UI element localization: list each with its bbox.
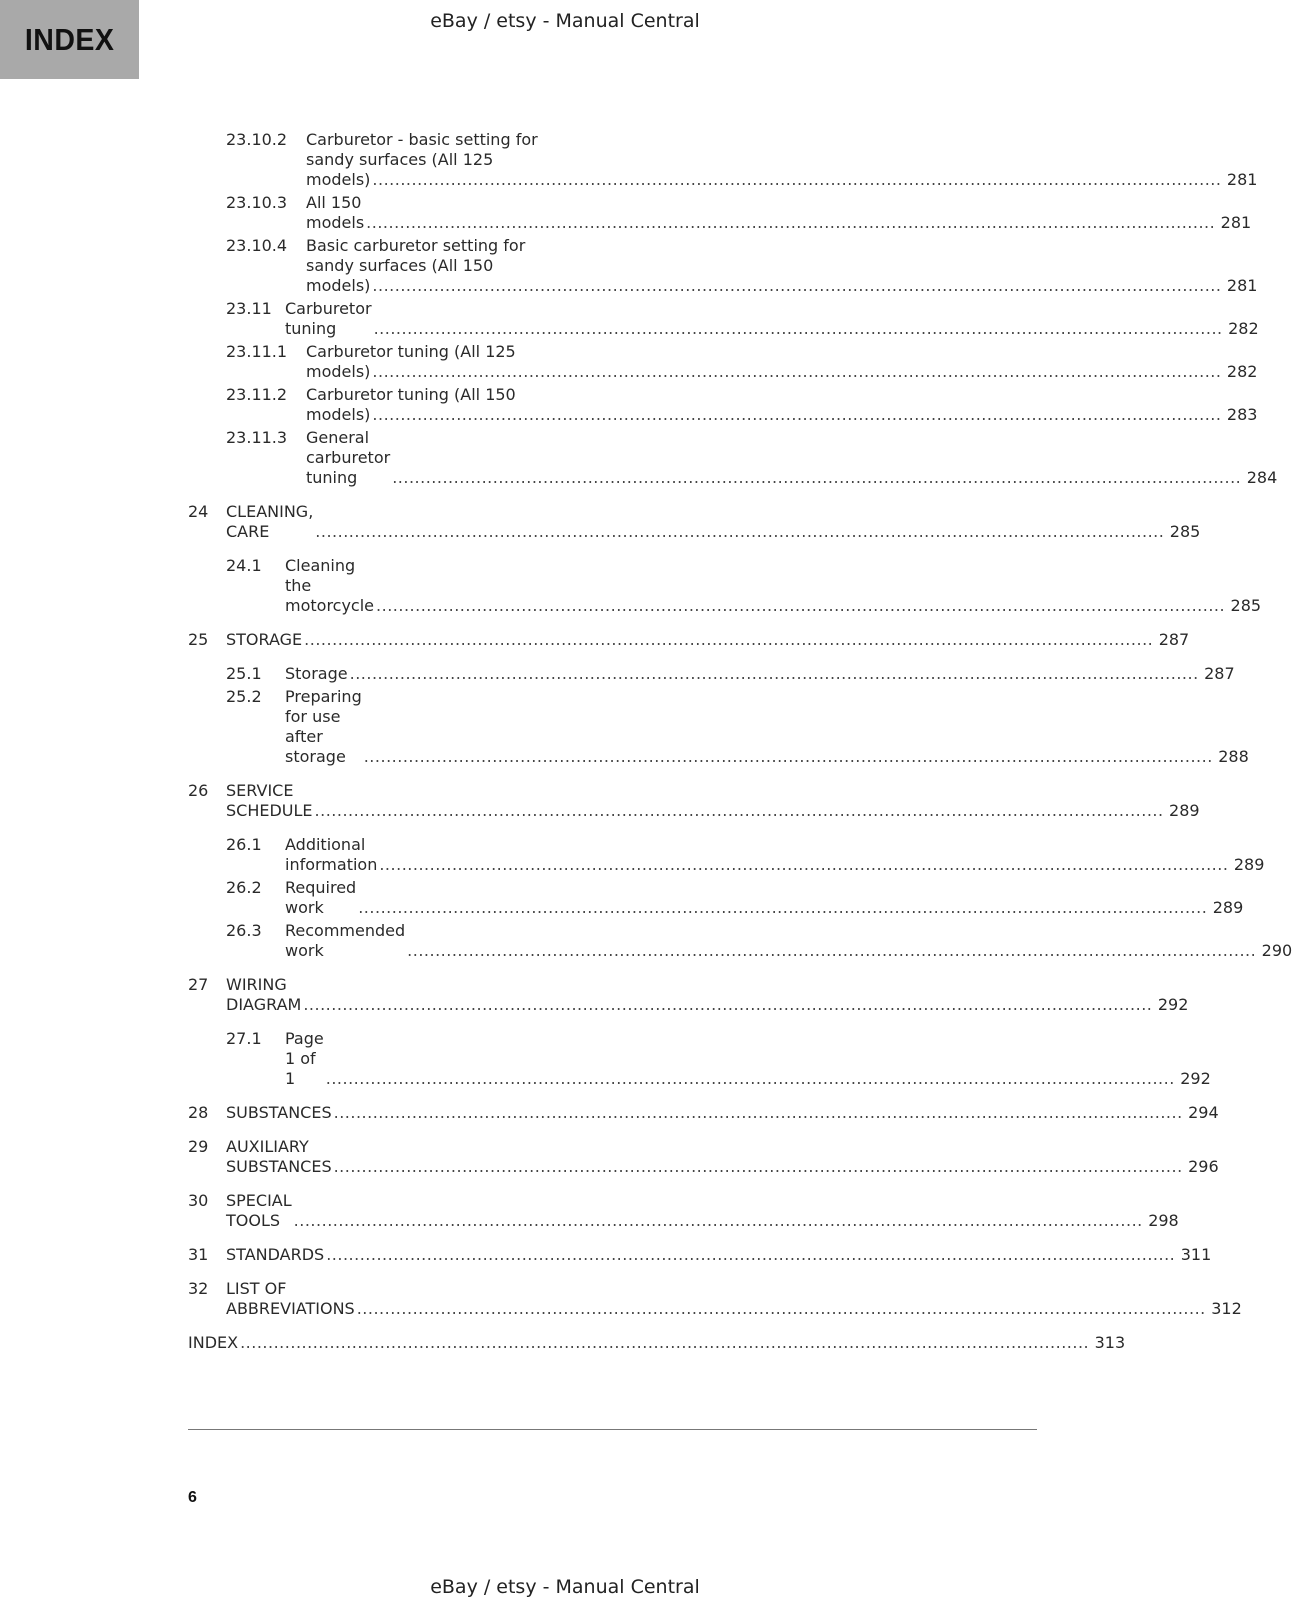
toc-chapter[interactable] [188, 1333, 1126, 1353]
toc-entry-title: General carburetor tuning [306, 428, 391, 487]
toc-chapter[interactable] [188, 975, 1189, 1015]
toc-chapter-number: 28 [188, 1103, 209, 1122]
dot-leader [379, 855, 1228, 875]
toc-chapter[interactable] [188, 1137, 1219, 1177]
toc-entry-number: 23.11.3 [226, 428, 288, 447]
toc-entry[interactable] [188, 878, 1244, 918]
toc-entry-page: 282 [1228, 319, 1259, 338]
toc-entry-number: 26.1 [226, 835, 262, 854]
dot-leader [372, 170, 1221, 190]
toc-entry-title: Storage [285, 664, 348, 683]
dot-leader [374, 319, 1223, 339]
dot-leader [364, 747, 1213, 767]
toc-chapter-page: 294 [1188, 1103, 1219, 1122]
toc-entry[interactable] [188, 921, 1292, 961]
dot-leader [372, 276, 1221, 296]
toc-entry[interactable] [188, 428, 1278, 488]
toc-chapter-number: 27 [188, 975, 209, 994]
toc-entry[interactable] [188, 130, 1258, 190]
toc-entry-page: 283 [1226, 405, 1258, 424]
toc-chapter-number: 32 [188, 1279, 209, 1298]
toc-entry-number: 25.2 [226, 687, 262, 706]
toc-entry-number: 24.1 [226, 556, 262, 575]
toc-entry-title: All 150 models [306, 193, 365, 232]
table-of-contents [188, 130, 1292, 1353]
toc-chapter-page: 298 [1148, 1211, 1179, 1230]
footer-rule [188, 1429, 1037, 1430]
toc-entry-title: Carburetor tuning (All 150 [306, 385, 516, 404]
footer-watermark: eBay / etsy - Manual Central [430, 1576, 700, 1598]
toc-chapter-page: 289 [1169, 801, 1200, 820]
toc-entry-page: 281 [1226, 170, 1258, 189]
dot-leader [358, 898, 1207, 918]
toc-chapter-page: 296 [1188, 1157, 1219, 1176]
toc-entry-title-end: models) [306, 276, 371, 295]
dot-leader [350, 664, 1199, 684]
toc-chapter[interactable] [188, 630, 1190, 650]
toc-chapter-page: 285 [1169, 522, 1201, 541]
dot-leader [294, 1211, 1143, 1231]
toc-entry-title: Preparing for use after storage [285, 687, 362, 766]
toc-entry-title-end: models) [306, 362, 371, 381]
dot-leader [357, 1299, 1206, 1319]
toc-chapter-title: INDEX [188, 1333, 239, 1352]
toc-chapter-title: SUBSTANCES [226, 1103, 332, 1122]
toc-entry-page: 292 [1180, 1069, 1211, 1088]
dot-leader [392, 468, 1241, 488]
toc-entry-page: 289 [1212, 898, 1244, 917]
toc-entry-title-end: models) [306, 405, 371, 424]
toc-entry-page: 281 [1220, 213, 1252, 232]
toc-chapter-number: 31 [188, 1245, 209, 1264]
toc-entry-title: Carburetor - basic setting for sandy surfaces (All 125 [306, 130, 538, 169]
toc-entry-title: Recommended work [285, 921, 406, 960]
toc-entry-number: 25.1 [226, 664, 262, 683]
toc-entry-number: 23.10.2 [226, 130, 288, 149]
toc-entry-page: 290 [1261, 941, 1292, 960]
toc-chapter-title: CLEANING, CARE [226, 502, 314, 541]
toc-entry[interactable] [188, 299, 1259, 339]
toc-entry-number: 27.1 [226, 1029, 262, 1048]
toc-chapter-title: STORAGE [226, 630, 303, 649]
dot-leader [366, 213, 1215, 233]
dot-leader [334, 1103, 1183, 1123]
toc-chapter-page: 287 [1158, 630, 1190, 649]
toc-chapter-title: SPECIAL TOOLS [226, 1191, 292, 1230]
toc-entry-number: 23.11 [226, 299, 272, 318]
toc-entry-page: 282 [1226, 362, 1258, 381]
dot-leader [372, 405, 1221, 425]
toc-chapter-page: 312 [1211, 1299, 1242, 1318]
toc-chapter[interactable] [188, 1191, 1179, 1231]
dot-leader [240, 1333, 1089, 1353]
toc-chapter-number: 29 [188, 1137, 209, 1156]
toc-entry-title: Page 1 of 1 [285, 1029, 324, 1088]
toc-chapter-number: 30 [188, 1191, 209, 1210]
toc-chapter-page: 313 [1094, 1333, 1126, 1352]
toc-entry-title: Basic carburetor setting for sandy surfaces (All 150 [306, 236, 526, 275]
toc-entry[interactable] [188, 835, 1265, 875]
toc-entry[interactable] [188, 193, 1252, 233]
dot-leader [304, 630, 1153, 650]
toc-entry-title: Cleaning the motorcycle [285, 556, 375, 615]
dot-leader [303, 995, 1152, 1015]
toc-entry-page: 289 [1233, 855, 1265, 874]
toc-entry[interactable] [188, 687, 1249, 767]
toc-entry-title: Additional information [285, 835, 378, 874]
toc-entry[interactable] [188, 236, 1258, 296]
toc-entry-number: 23.10.3 [226, 193, 288, 212]
dot-leader [326, 1245, 1175, 1265]
toc-entry-title-end: models) [306, 170, 371, 189]
page-number: 6 [188, 1489, 197, 1506]
toc-chapter[interactable] [188, 1103, 1219, 1123]
toc-entry-title: Carburetor tuning [285, 299, 372, 338]
toc-entry-page: 284 [1246, 468, 1278, 487]
header-watermark: eBay / etsy - Manual Central [430, 10, 700, 32]
toc-entry[interactable] [188, 664, 1235, 684]
toc-entry-title: Carburetor tuning (All 125 [306, 342, 516, 361]
dot-leader [315, 801, 1164, 821]
toc-chapter-page: 292 [1157, 995, 1189, 1014]
dot-leader [372, 362, 1221, 382]
toc-chapter-title: SERVICE SCHEDULE [226, 781, 313, 820]
toc-chapter[interactable] [188, 1279, 1242, 1319]
toc-entry-page: 285 [1230, 596, 1262, 615]
toc-entry-page: 288 [1218, 747, 1249, 766]
index-tab-label: INDEX [24, 21, 115, 57]
toc-chapter[interactable] [188, 1245, 1212, 1265]
dot-leader [315, 522, 1164, 542]
dot-leader [376, 596, 1225, 616]
toc-entry-number: 26.3 [226, 921, 262, 940]
toc-chapter-title: LIST OF ABBREVIATIONS [226, 1279, 355, 1318]
toc-entry-title: Required work [285, 878, 357, 917]
toc-entry[interactable] [188, 556, 1262, 616]
toc-entry-number: 23.11.1 [226, 342, 288, 361]
toc-chapter-title: WIRING DIAGRAM [226, 975, 302, 1014]
toc-chapter-number: 26 [188, 781, 209, 800]
toc-chapter-number: 24 [188, 502, 209, 521]
toc-entry[interactable] [188, 342, 1258, 382]
toc-entry[interactable] [188, 1029, 1211, 1089]
toc-chapter[interactable] [188, 781, 1200, 821]
toc-chapter-page: 311 [1180, 1245, 1212, 1264]
toc-chapter[interactable] [188, 502, 1201, 542]
toc-entry-number: 23.11.2 [226, 385, 288, 404]
dot-leader [407, 941, 1256, 961]
toc-entry-page: 287 [1204, 664, 1235, 683]
toc-entry[interactable] [188, 385, 1258, 425]
toc-entry-page: 281 [1226, 276, 1258, 295]
toc-entry-number: 23.10.4 [226, 236, 288, 255]
toc-chapter-title: AUXILIARY SUBSTANCES [226, 1137, 332, 1176]
toc-chapter-title: STANDARDS [226, 1245, 325, 1264]
dot-leader [334, 1157, 1183, 1177]
dot-leader [326, 1069, 1175, 1089]
toc-chapter-number: 25 [188, 630, 209, 649]
toc-entry-number: 26.2 [226, 878, 262, 897]
